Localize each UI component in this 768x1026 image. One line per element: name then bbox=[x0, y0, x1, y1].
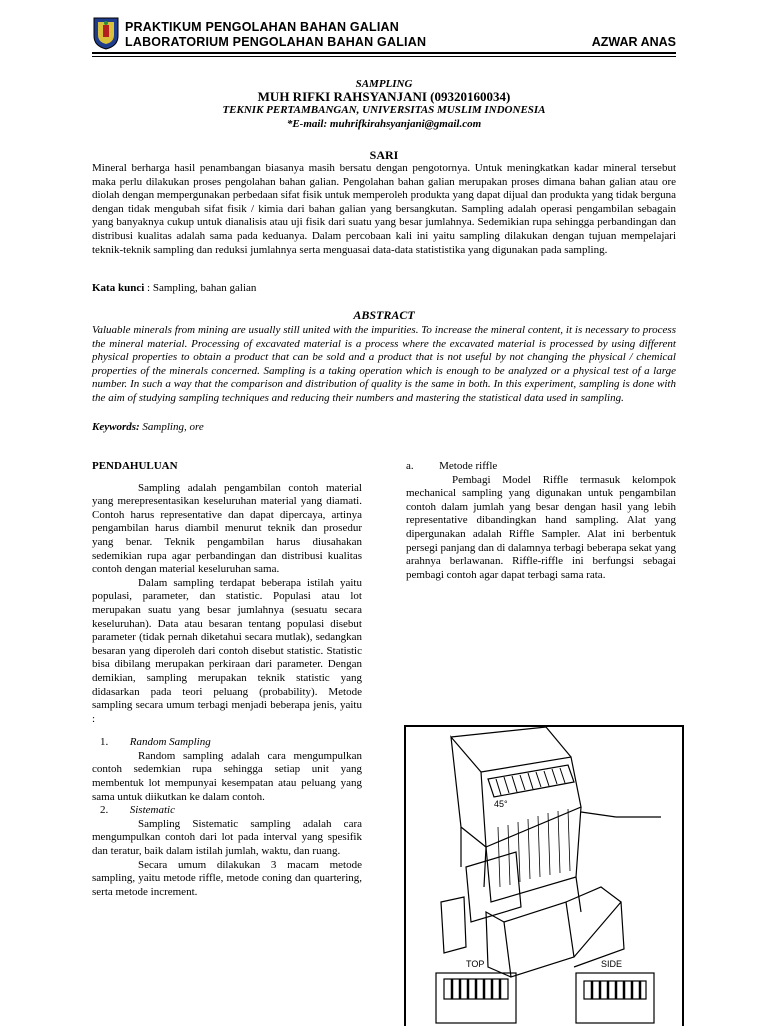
right-column bbox=[406, 460, 676, 582]
sari-text: Mineral berharga hasil penambangan biasanya masih bersatu dengan pengotornya. Untuk meningkatkan kadar mineral tersebut maka perlu dilakukan proses pengolahan bahan galian. Pengolahan bahan galian merupakan proses dimana bahan galian atau ore diolah dengan mempergunakan perbedaan sifat fisik untuk memperoleh produkta yang dapat dijual dan produkta yang tidak berguna dengan tidak mengubah sifat fisik / kimia dari bahan galian yang bersangkutan. Sampling adalah operasi pengambilan sebagain yang banyaknya cukup untuk dianalisis atau uji fisik dari suatu yang besar jumlahnya. Sedemikian rupa sehingga perbandingan dan distribusi kualitas adalah sama pada keduanya. Dalam percobaan kali ini yaitu sampling dilakukan dengan tujuan mempelajari teknik-teknik sampling dan reduksi jumlahnya serta menguasai data-data statististika yang digunakan pada sampling. bbox=[92, 162, 676, 256]
sistematic-text: Sampling Sistematic sampling adalah cara mengumpulkan contoh dari lot pada interval yang spesifik dan teratur, baik dalam istilah jumlah, waktu, dan ruang. bbox=[92, 817, 362, 858]
author-name: MUH RIFKI RAHSYANJANI (09320160034) bbox=[257, 89, 511, 104]
paper-title: SAMPLING bbox=[355, 78, 413, 90]
sari-keywords-value: : Sampling, bahan galian bbox=[144, 282, 257, 294]
sari-keywords-label: Kata kunci bbox=[92, 282, 145, 294]
section-heading-pendahuluan: PENDAHULUAN bbox=[92, 460, 178, 472]
intro-paragraph-2: Dalam sampling terdapat beberapa istilah yaitu populasi, parameter, dan statistic. Populasi atau lot merupakan suatu yang besar jumlahnya (sesuatu secara keseluruhan). Data atau besaran tentang populasi disebut parameter (tidak pernah diketahui secara mutlak), sedangkan besaran yang diperoleh dari contoh disebut statistic. Statistic bisa dibilang merupakan perkiraan dari parameter. Dengan demikian, sampling merupakan teknik statistic yang didasarkan pada teori peluang (probability). Metode sampling secara umum terbagi menjadi beberapa jenis, yaitu : bbox=[92, 576, 362, 725]
figure-label-angle: 45° bbox=[494, 799, 508, 809]
figure-label-side: SIDE bbox=[601, 959, 623, 969]
header-rule-thin bbox=[92, 56, 676, 57]
riffle-sampler-figure bbox=[404, 725, 684, 1026]
figure-label-top: TOP bbox=[466, 959, 485, 969]
header-course: PRAKTIKUM PENGOLAHAN BAHAN GALIAN bbox=[125, 20, 399, 34]
sari-heading: SARI bbox=[369, 148, 399, 162]
left-column bbox=[92, 460, 362, 899]
list-item-metode-riffle bbox=[406, 460, 676, 474]
author-email: *E-mail: muhrifkirahsyanjani@gmail.com bbox=[286, 118, 482, 130]
metode-riffle-text: Pembagi Model Riffle termasuk kelompok mechanical sampling yang digunakan untuk pengambilan contoh dalam jumlah yang besar dengan hasil yang lebih representative dibandingkan hand sampling. Alat yang dipergunakan adalah Riffle Sampler. Alat ini berbentuk persegi panjang dan di dalamnya terbagi beberapa sekat yang arahnya berlawanan. Riffle-riffle ini berfungsi sebagai pembagi contoh agar dapat terbagi sama rata. bbox=[406, 473, 676, 581]
author-affiliation: TEKNIK PERTAMBANGAN, UNIVERSITAS MUSLIM INDONESIA bbox=[222, 104, 546, 116]
abstract-text: Valuable minerals from mining are usually still united with the impurities. To increase the mineral content, it is necessary to process the mineral material. Processing of excavated material is a process where the excavated material is processed by using different physical properties to obtain a product that can be sold and a product that is not useful by not changing the physical / chemical properties of the minerals concerned. Sampling is a taking operation which is enough to be analyzed or a physical test of a large number. In such a way that the comparison and distribution of quality is the same in both. In this experiment, sampling is done with the aim of studying sampling techniques and reducing their numbers and mastering the statistical data used in sampling. bbox=[92, 324, 676, 404]
sari-keywords bbox=[92, 282, 256, 294]
abstract-keywords-value: Sampling, ore bbox=[139, 421, 204, 433]
list-letter: a. bbox=[406, 460, 414, 472]
abstract-heading: ABSTRACT bbox=[353, 308, 415, 322]
intro-paragraph-3: Secara umum dilakukan 3 macam metode sampling, yaitu metode riffle, metode coning dan quartering, serta metode increment. bbox=[92, 858, 362, 898]
abstract-keywords bbox=[92, 421, 204, 433]
list-number: 2. bbox=[100, 804, 109, 817]
header-rule-thick bbox=[92, 52, 676, 54]
header-author: AZWAR ANAS bbox=[591, 35, 676, 49]
list-title: Metode riffle bbox=[439, 460, 498, 472]
list-title: Sistematic bbox=[129, 804, 175, 817]
list-item-sistematic bbox=[92, 804, 362, 818]
riffle-sampler-drawing bbox=[406, 727, 682, 1026]
list-item-random-sampling bbox=[92, 736, 362, 750]
list-number: 1. bbox=[100, 736, 109, 749]
abstract-keywords-label: Keywords: bbox=[92, 421, 140, 433]
list-title: Random Sampling bbox=[129, 736, 211, 749]
university-logo-icon bbox=[92, 16, 120, 50]
random-sampling-text: Random sampling adalah cara mengumpulkan contoh sedemkian rupa sehingga setiap unit yang membentuk lot mempunyai kesempatan atau peluang yang sama untuk diikutkan ke dalam contoh. bbox=[92, 749, 362, 803]
header-lab: LABORATORIUM PENGOLAHAN BAHAN GALIAN bbox=[125, 35, 427, 49]
intro-paragraph-1: Sampling adalah pengambilan contoh material yang merepresentasikan keseluruhan material yang diamati. Contoh harus representative dan dapat dipercaya, artinya pengambilan harus diambil menurut teknik dan prosedur yang benar. Teknik pengambilan harus diusahakan sedemikian rupa agar perbandingan dan distribusi kualitas contoh dengan material keseluruhan sama. bbox=[92, 481, 362, 576]
